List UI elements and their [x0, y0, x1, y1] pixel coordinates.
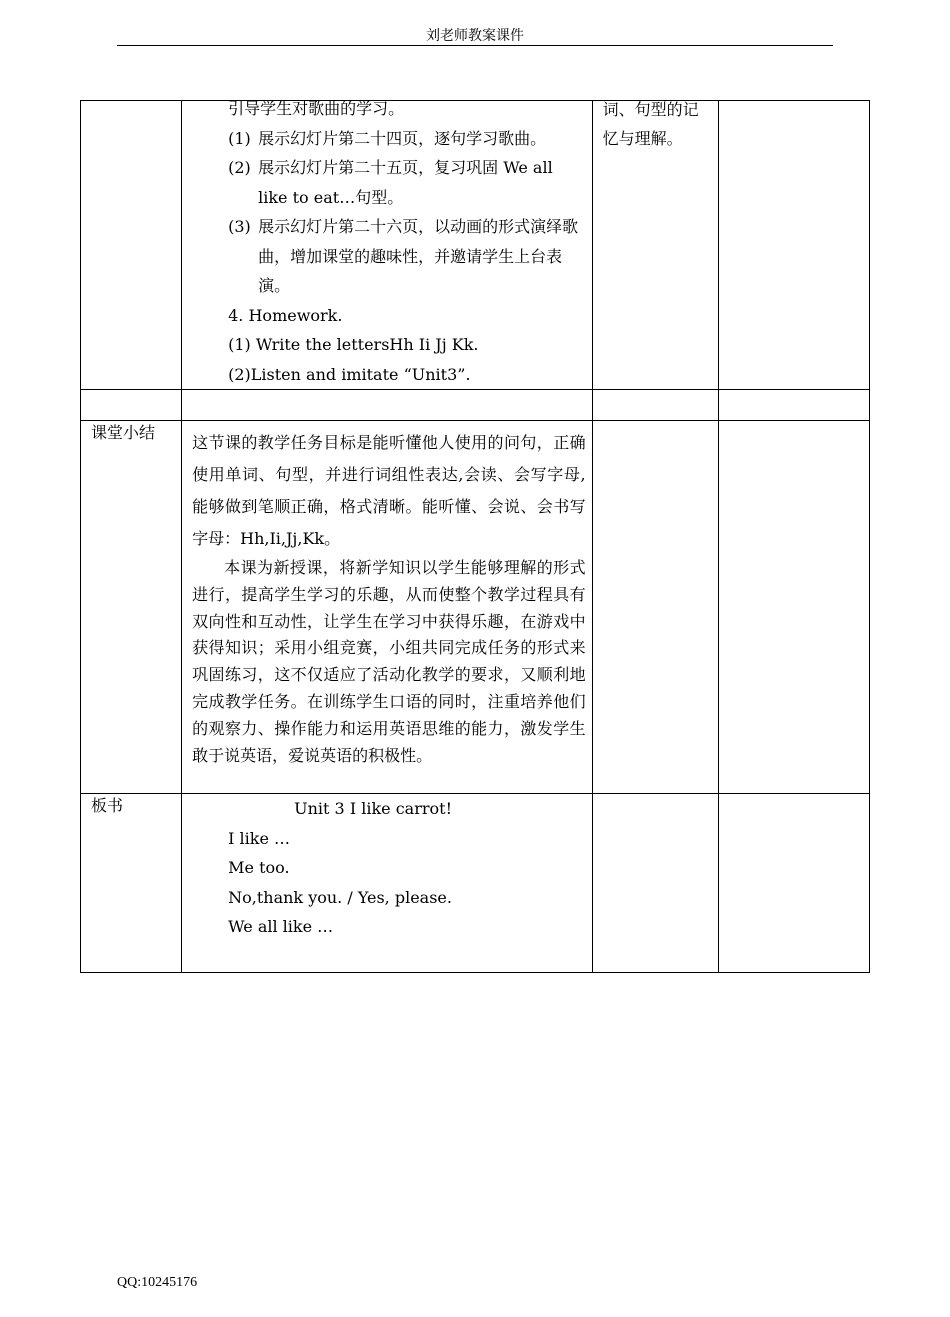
empty-cell: [182, 390, 593, 421]
empty-cell: [81, 390, 182, 421]
summary-paragraph-1: 这节课的教学任务目标是能听懂他人使用的问句，正确使用单词、句型，并进行词组性表达,会读、会写字母,能够做到笔顺正确，格式清晰。能听懂、会说、会书写字母：Hh,Ii,Jj,Kk。: [192, 433, 586, 548]
board-line: We all like …: [228, 917, 334, 936]
board-content-cell: [182, 794, 593, 973]
board-title: Unit 3 I like carrot!: [294, 799, 452, 818]
step-text: 展示幻灯片第二十六页，以动画的形式演绎歌曲，增加课堂的趣味性，并邀请学生上台表演。: [258, 217, 579, 295]
step-item: [182, 124, 586, 154]
board-line: I like …: [228, 828, 291, 848]
empty-cell: [592, 794, 718, 973]
row1-label-cell: [81, 101, 182, 390]
board-line: No,thank you. / Yes, please.: [228, 887, 452, 907]
step-item: [182, 153, 586, 212]
summary-paragraph-2: 本课为新授课，将新学知识以学生能够理解的形式进行，提高学生学习的乐趣，从而使整个教学过程具有双向性和互动性，让学生在学习中获得乐趣，在游戏中获得知识；采用小组竞赛，小组共同完成任务的形式来巩固练习，这不仅适应了活动化教学的要求，又顺利地完成教学任务。在训练学生口语的同时，注重培养他们的观察力、操作能力和运用英语思维的能力，激发学生敢于说英语，爱说英语的积极性。: [192, 558, 586, 765]
empty-cell: [718, 421, 869, 794]
page-footer-qq: QQ:10245176: [117, 1275, 198, 1290]
header-divider: [117, 45, 833, 46]
empty-cell: [592, 421, 718, 794]
homework-item: (1) Write the lettersHh Ii Jj Kk.: [228, 335, 479, 354]
board-label-cell: [81, 794, 182, 973]
row1-purpose-cell: [592, 101, 718, 390]
board-label: 板书: [91, 796, 124, 815]
table-row: [81, 390, 870, 421]
step-number: (2): [228, 158, 251, 177]
row1-notes-cell: [718, 101, 869, 390]
summary-label: 课堂小结: [91, 423, 156, 442]
step-text: 展示幻灯片第二十五页，复习巩固 We all like to eat…句型。: [258, 158, 553, 207]
summary-label-cell: [81, 421, 182, 794]
table-row: [81, 101, 870, 390]
empty-cell: [592, 390, 718, 421]
table-row: [81, 794, 870, 973]
row1-content-cell: [182, 101, 593, 390]
page-header: 刘老师教案课件: [426, 28, 524, 44]
lesson-plan-table: [80, 100, 870, 973]
homework-item: (2)Listen and imitate “Unit3”.: [228, 364, 471, 384]
step-item: [182, 212, 586, 301]
empty-cell: [718, 390, 869, 421]
song-intro: 引导学生对歌曲的学习。: [228, 99, 405, 118]
summary-content-cell: [182, 421, 593, 794]
design-purpose-text: 词、句型的记忆与理解。: [602, 100, 699, 148]
step-number: (3): [228, 217, 251, 236]
table-row: [81, 421, 870, 794]
empty-cell: [718, 794, 869, 973]
step-text: 展示幻灯片第二十四页，逐句学习歌曲。: [258, 128, 547, 148]
homework-title: 4. Homework.: [228, 305, 343, 325]
board-line: Me too.: [228, 858, 290, 877]
step-number: (1): [228, 128, 251, 148]
